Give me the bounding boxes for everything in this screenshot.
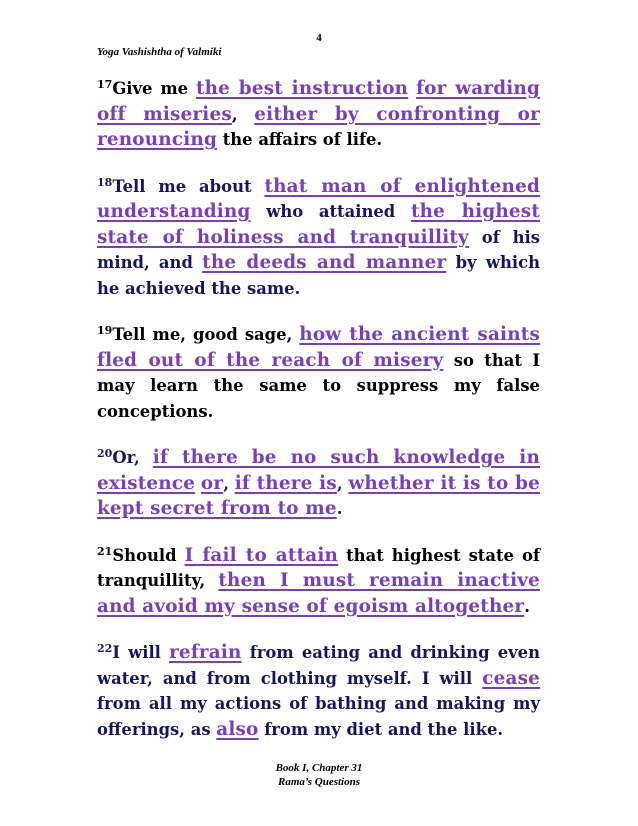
verse-text: the affairs of life. (216, 130, 383, 149)
verse-text: from eating and drinking even water, and from clothing myself. I will (97, 643, 540, 688)
highlighted-phrase: or (200, 472, 224, 494)
verse-text: . (336, 499, 343, 518)
footer-title: Rama’s Questions (277, 776, 360, 788)
verse-18 (97, 174, 540, 302)
verse-text: Should (112, 545, 185, 565)
verse-21 (97, 543, 540, 620)
verse-text: that highest state of tranquillity, (97, 545, 540, 590)
verse-number: 21 (97, 544, 113, 558)
verse-text: Tell me, good sage, (112, 325, 300, 344)
highlighted-phrase: the best instruction (195, 78, 409, 99)
highlighted-phrase: if there be no such knowledge in existence (97, 447, 540, 494)
verse-text: of his mind, and (97, 227, 540, 272)
highlighted-phrase: also (216, 718, 259, 740)
verse-text: so that I may learn the same to suppress my false conceptions. (97, 350, 540, 421)
verse-text: from my diet and the like. (258, 719, 504, 739)
verse-number: 22 (97, 641, 113, 655)
verse-number: 18 (97, 175, 113, 189)
highlighted-phrase: the deeds and manner (202, 252, 447, 273)
verse-text: from all my actions of bathing and making my offerings, as (97, 694, 540, 739)
verse-list (97, 76, 540, 742)
verse-text: by which he achieved the same. (97, 253, 540, 298)
highlighted-phrase: I fail to attain (184, 544, 339, 566)
highlighted-phrase: for warding off miseries (97, 78, 540, 125)
verse-text: . (524, 596, 530, 616)
verse-text (408, 79, 416, 98)
highlighted-phrase: if there is (234, 472, 337, 494)
verse-text: , (223, 473, 235, 493)
verse-number: 20 (97, 446, 113, 460)
verse-text: Tell me about (112, 176, 265, 196)
verse-20 (97, 445, 540, 522)
verse-text: Give me (112, 79, 196, 98)
page-footer (0, 761, 638, 789)
highlighted-phrase: then I must remain inactive and avoid my sense of egoism altogether (97, 570, 541, 617)
page-number: 4 (316, 32, 322, 44)
highlighted-phrase: the highest state of holiness and tranquillity (97, 201, 541, 248)
highlighted-phrase: refrain (169, 642, 242, 663)
verse-text: I will (112, 643, 170, 662)
verse-text: , (336, 473, 349, 493)
verse-text: Or, (112, 448, 153, 467)
highlighted-phrase: whether it is to be kept secret from to me (97, 472, 540, 519)
footer-chapter: Book I, Chapter 31 (275, 762, 363, 774)
highlighted-phrase: cease (482, 667, 540, 689)
verse-number: 19 (97, 323, 113, 337)
highlighted-phrase: either by confronting or renouncing (97, 103, 540, 150)
highlighted-phrase: that man of enlightened understanding (97, 175, 540, 222)
verse-text: who attained (250, 202, 411, 221)
verse-text: , (231, 104, 255, 124)
verse-17 (97, 76, 540, 153)
highlighted-phrase: how the ancient saints fled out of the reach of misery (97, 324, 540, 371)
verse-19 (97, 322, 540, 424)
verse-number: 17 (97, 77, 113, 91)
verse-22 (97, 640, 540, 742)
running-head: Yoga Vashishtha of Valmiki (97, 46, 222, 58)
